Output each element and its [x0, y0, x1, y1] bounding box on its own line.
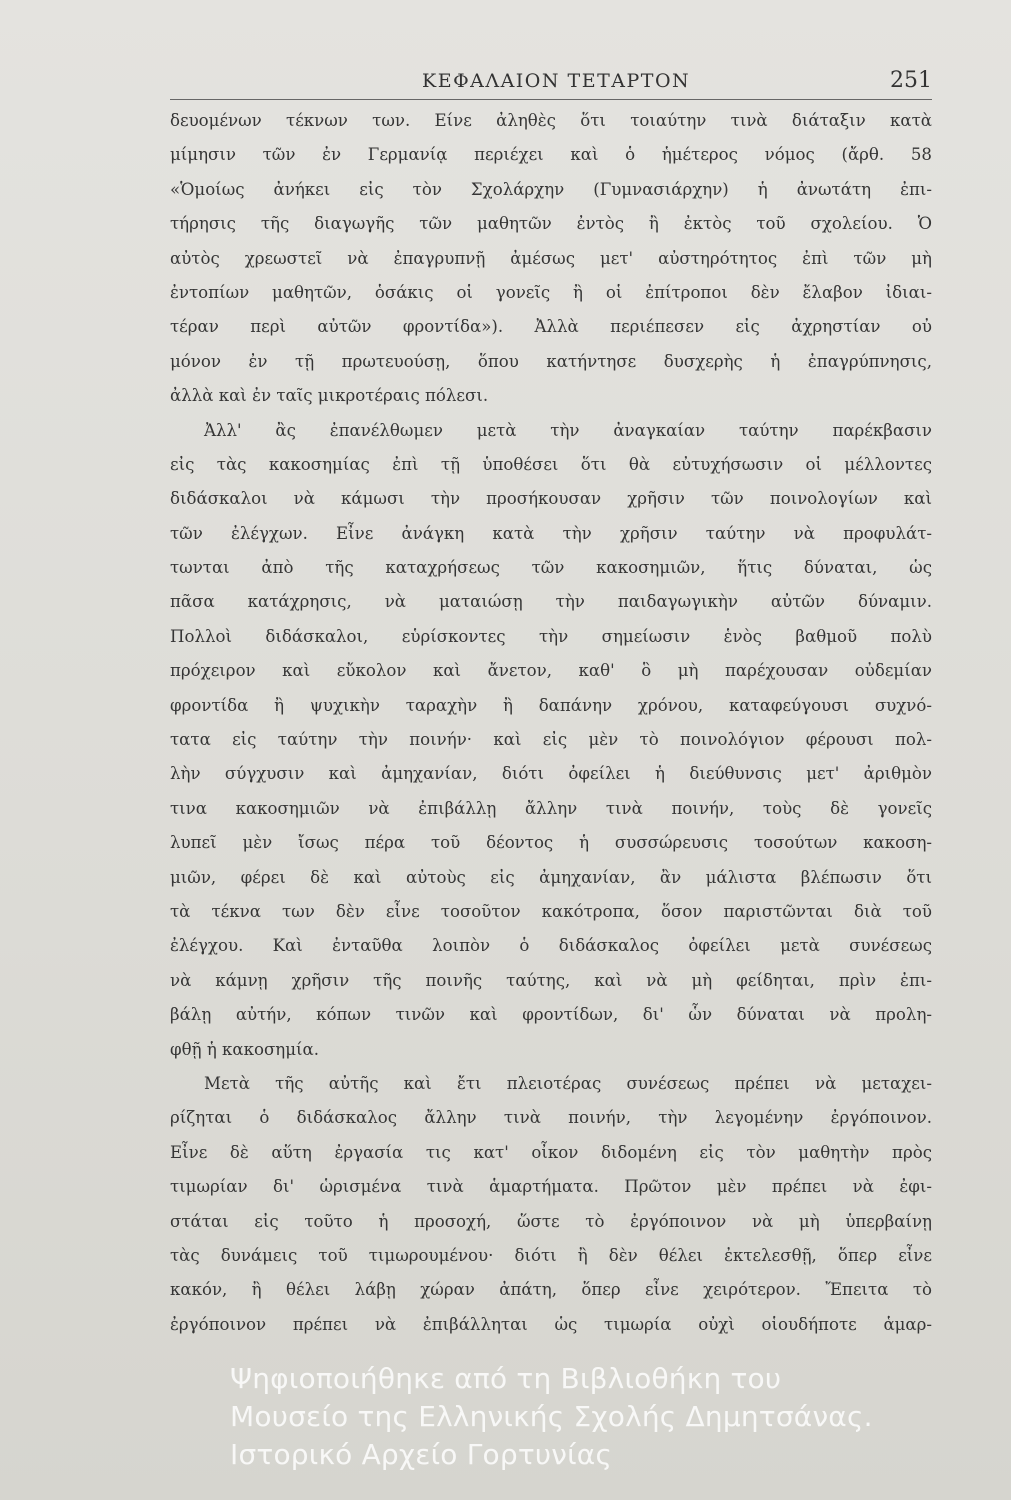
- text-line: Εἶνε δὲ αὕτη ἐργασία τις κατ' οἶκον διδομένη εἰς τὸν μαθητὴν πρὸς: [170, 1142, 932, 1162]
- text-line: ρίζηται ὁ διδάσκαλος ἄλλην τινὰ ποινήν, τὴν λεγομένην ἐργόποινον.: [170, 1108, 932, 1128]
- text-line: Ἀλλ' ἂς ἐπανέλθωμεν μετὰ τὴν ἀναγκαίαν ταύτην παρέκβασιν: [204, 420, 932, 440]
- text-line: αὐτὸς χρεωστεῖ νὰ ἐπαγρυπνῇ ἀμέσως μετ' αὐστηρότητος ἐπὶ τῶν μὴ: [170, 248, 932, 268]
- text-line: τέραν περὶ αὐτῶν φροντίδα»). Ἀλλὰ περιέπεσεν εἰς ἀχρηστίαν οὐ: [170, 317, 932, 337]
- library-watermark: [170, 1360, 970, 1474]
- text-line: πρόχειρον καὶ εὔκολον καὶ ἄνετον, καθ' ὃ μὴ παρέχουσαν οὐδεμίαν: [170, 661, 932, 681]
- text-line: στάται εἰς τοῦτο ἡ προσοχή, ὥστε τὸ ἐργόποινον νὰ μὴ ὑπερβαίνῃ: [170, 1211, 932, 1231]
- text-line: πᾶσα κατάχρησις, νὰ ματαιώσῃ τὴν παιδαγωγικὴν αὐτῶν δύναμιν.: [170, 592, 932, 612]
- page-number: 251: [890, 68, 932, 93]
- chapter-title: ΚΕΦΑΛΑΙΟΝ ΤΕΤΑΡΤΟΝ: [422, 70, 691, 92]
- text-line: ἐλέγχου. Καὶ ἐνταῦθα λοιπὸν ὁ διδάσκαλος ὀφείλει μετὰ συνέσεως: [170, 936, 932, 956]
- text-line: ἐντοπίων μαθητῶν, ὁσάκις οἱ γονεῖς ἢ οἱ ἐπίτροποι δὲν ἔλαβον ἰδιαι-: [170, 282, 932, 302]
- text-line: μιῶν, φέρει δὲ καὶ αὐτοὺς εἰς ἀμηχανίαν, ἂν μάλιστα βλέπωσιν ὅτι: [170, 867, 932, 887]
- watermark-line: Ιστορικό Αρχείο Γορτυνίας: [230, 1438, 613, 1471]
- watermark-line: Ψηφιοποιήθηκε από τη Βιβλιοθήκη του: [230, 1362, 782, 1395]
- text-line: φθῇ ἡ κακοσημία.: [170, 1039, 320, 1059]
- text-line: δευομένων τέκνων των. Είνε ἀληθὲς ὅτι τοιαύτην τινὰ διάταξιν κατὰ: [170, 111, 932, 130]
- text-line: ἐργόποινον πρέπει νὰ ἐπιβάλληται ὡς τιμωρία οὐχὶ οἱουδήποτε ἁμαρ-: [170, 1314, 932, 1334]
- text-line: μόνον ἐν τῇ πρωτευούσῃ, ὅπου κατήντησε δυσχερὴς ἡ ἐπαγρύπνησις,: [170, 351, 932, 371]
- text-line: τὰ τέκνα των δὲν εἶνε τοσοῦτον κακότροπα, ὅσον παριστῶνται διὰ τοῦ: [170, 901, 932, 921]
- text-line: τήρησις τῆς διαγωγῆς τῶν μαθητῶν ἐντὸς ἢ ἐκτὸς τοῦ σχολείου. Ὁ: [170, 214, 932, 234]
- text-line: φροντίδα ἢ ψυχικὴν ταραχὴν ἢ δαπάνην χρόνου, καταφεύγουσι συχνό-: [170, 695, 932, 715]
- text-line: νὰ κάμνῃ χρῆσιν τῆς ποινῆς ταύτης, καὶ νὰ μὴ φείδηται, πρὶν ἐπι-: [170, 970, 932, 990]
- running-header: [170, 68, 932, 98]
- text-line: μίμησιν τῶν ἐν Γερμανίᾳ περιέχει καὶ ὁ ἡμέτερος νόμος (ἄρθ. 58: [170, 145, 932, 165]
- text-line: βάλῃ αὐτήν, κόπων τινῶν καὶ φροντίδων, δι' ὧν δύναται νὰ προλη-: [170, 1005, 932, 1025]
- text-line: διδάσκαλοι νὰ κάμωσι τὴν προσήκουσαν χρῆσιν τῶν ποινολογίων καὶ: [170, 489, 932, 509]
- text-line: κακόν, ἢ θέλει λάβῃ χώραν ἀπάτη, ὅπερ εἶνε χειρότερον. Ἔπειτα τὸ: [170, 1280, 932, 1300]
- text-line: ἀλλὰ καὶ ἐν ταῖς μικροτέραις πόλεσι.: [170, 386, 489, 406]
- text-line: εἰς τὰς κακοσημίας ἐπὶ τῇ ὑποθέσει ὅτι θὰ εὐτυχήσωσιν οἱ μέλλοντες: [170, 454, 932, 474]
- text-line: λὴν σύγχυσιν καὶ ἀμηχανίαν, διότι ὀφείλει ἡ διεύθυνσις μετ' ἀριθμὸν: [170, 764, 932, 784]
- text-line: Πολλοὶ διδάσκαλοι, εὑρίσκοντες τὴν σημείωσιν ἑνὸς βαθμοῦ πολὺ: [170, 626, 932, 646]
- text-line: λυπεῖ μὲν ἴσως πέρα τοῦ δέοντος ἡ συσσώρευσις τοσούτων κακοση-: [170, 833, 932, 853]
- body-text: [170, 104, 932, 1342]
- text-line: τιμωρίαν δι' ὡρισμένα τινὰ ἁμαρτήματα. Πρῶτον μὲν πρέπει νὰ ἐφι-: [170, 1177, 932, 1197]
- header-rule: [170, 99, 932, 100]
- text-line: τινα κακοσημιῶν νὰ ἐπιβάλλῃ ἄλλην τινὰ ποινήν, τοὺς δὲ γονεῖς: [170, 798, 932, 818]
- text-line: τωνται ἀπὸ τῆς καταχρήσεως τῶν κακοσημιῶν, ἥτις δύναται, ὡς: [170, 558, 932, 578]
- watermark-line: Μουσείο της Ελληνικής Σχολής Δημητσάνας.: [230, 1400, 873, 1433]
- text-line: τατα εἰς ταύτην τὴν ποινήν· καὶ εἰς μὲν τὸ ποινολόγιον φέρουσι πολ-: [170, 730, 932, 750]
- text-line: «Ὁμοίως ἀνήκει εἰς τὸν Σχολάρχην (Γυμνασιάρχην) ἡ ἀνωτάτη ἐπι-: [170, 179, 932, 199]
- text-line: Μετὰ τῆς αὐτῆς καὶ ἔτι πλειοτέρας συνέσεως πρέπει νὰ μεταχει-: [204, 1073, 932, 1093]
- text-line: τὰς δυνάμεις τοῦ τιμωρουμένου· διότι ἢ δὲν θέλει ἐκτελεσθῇ, ὅπερ εἶνε: [170, 1245, 932, 1265]
- text-line: τῶν ἐλέγχων. Εἶνε ἀνάγκη κατὰ τὴν χρῆσιν ταύτην νὰ προφυλάτ-: [170, 523, 932, 543]
